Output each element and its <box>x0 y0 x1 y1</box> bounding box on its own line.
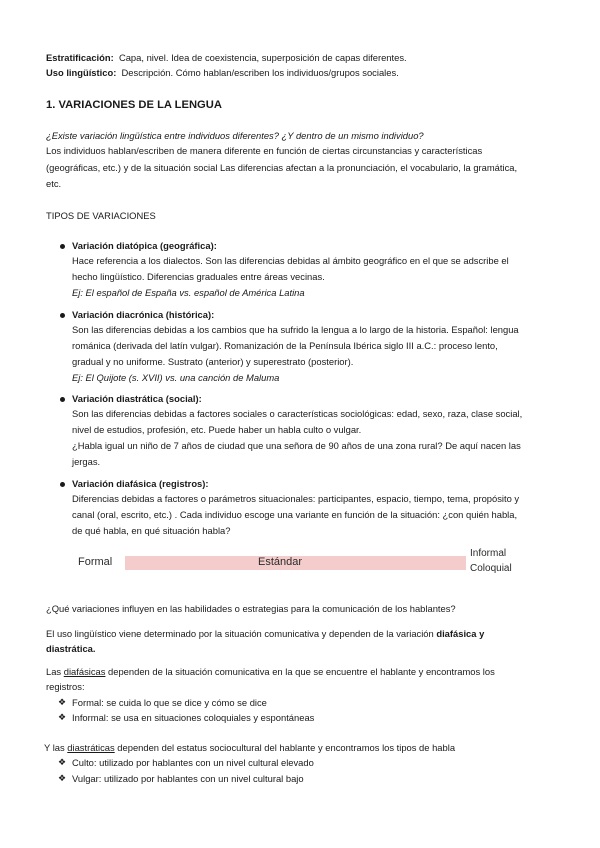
bullet-icon <box>60 397 65 402</box>
variation-line: jergas. <box>72 456 101 467</box>
variation-line: Son las diferencias debidas a los cambios que ha sufrido la lengua a lo largo de la historia. Español: lengua <box>72 324 519 335</box>
variation-line: hecho lingüístico. Diferencias graduales entre áreas vecinas. <box>72 271 325 282</box>
section-question: ¿Existe variación lingüística entre individuos diferentes? ¿Y dentro de un mismo individuo? <box>46 130 424 141</box>
diamond-bullet-icon: ❖ <box>58 697 67 707</box>
variation-line: Hace referencia a los dialectos. Son las diferencias debidas al ámbito geográfico en el que se adscribe el <box>72 255 509 266</box>
definition-uso-linguistico <box>46 67 399 78</box>
variation-line: de qué habla, en qué situación habla? <box>72 525 231 536</box>
variation-line: románica (derivada del latín vulgar). Romanización de la Península Ibérica siglo III a.C.: proceso lento, <box>72 340 498 351</box>
scale-label-informal: Informal <box>470 548 507 559</box>
use-paragraph-line: diastrática. <box>46 643 96 654</box>
speech-type-item: Vulgar: utilizado por hablantes con un nivel cultural bajo <box>72 773 304 784</box>
speech-type-item: Culto: utilizado por hablantes con un nivel cultural elevado <box>72 757 314 768</box>
question-2: ¿Qué variaciones influyen en las habilidades o estrategias para la comunicación de los hablantes? <box>46 603 456 614</box>
variation-title: Variación diacrónica (histórica): <box>72 309 215 320</box>
variation-line: nivel de estudios, profesión, etc. Puede haber un habla culto o vulgar. <box>72 424 362 435</box>
definition-text: Capa, nivel. Idea de coexistencia, superposición de capas diferentes. <box>118 52 407 63</box>
register-item: Formal: se cuida lo que se dice y cómo se dice <box>72 697 267 708</box>
scale-label-formal: Formal <box>78 556 113 568</box>
definition-term: Uso lingüístico: <box>46 67 117 78</box>
variation-line: gradual y no uniforme. Sustrato (anterior) y superestrato (posterior). <box>72 356 354 367</box>
variation-example: Ej: El Quijote (s. XVII) vs. una canción de Maluma <box>72 372 280 383</box>
types-heading: TIPOS DE VARIACIONES <box>46 210 156 221</box>
use-paragraph-line: El uso lingüístico viene determinado por la situación comunicativa y dependen de la variación diafásica y <box>46 628 485 639</box>
definition-text: Descripción. Cómo hablan/escriben los individuos/grupos sociales. <box>121 67 399 78</box>
bullet-icon <box>60 482 65 487</box>
bullet-icon <box>60 313 65 318</box>
variation-line: Son las diferencias debidas a factores sociales o características sociológicas: edad, sexo, raza, clase social, <box>72 408 523 419</box>
scale-label-estandar: Estándar <box>258 556 303 568</box>
variation-title: Variación diastrática (social): <box>72 393 202 404</box>
variation-line: Diferencias debidas a factores o parámetros situacionales: participantes, espacio, tiempo, tema, propósito y <box>72 493 520 504</box>
diamond-bullet-icon: ❖ <box>58 773 67 783</box>
definition-estratificacion <box>46 52 407 63</box>
scale-label-coloquial: Coloquial <box>470 563 512 574</box>
definition-term: Estratificación: <box>46 52 114 63</box>
section-title: 1. VARIACIONES DE LA LENGUA <box>46 99 222 111</box>
diamond-bullet-icon: ❖ <box>58 757 67 767</box>
variation-title: Variación diatópica (geográfica): <box>72 240 217 251</box>
variation-line: ¿Habla igual un niño de 7 años de ciudad que una señora de 90 años de una zona rural? De aquí nacen las <box>72 440 521 451</box>
intro-line: etc. <box>46 178 62 189</box>
diafasicas-line: registros: <box>46 681 85 692</box>
register-item: Informal: se usa en situaciones coloquiales y espontáneas <box>72 712 315 723</box>
variation-example: Ej: El español de España vs. español de América Latina <box>72 287 305 298</box>
diafasicas-paragraph: Las diafásicas dependen de la situación comunicativa en la que se encuentre el hablante y encontramos los <box>46 666 495 677</box>
bullet-icon <box>60 244 65 249</box>
diamond-bullet-icon: ❖ <box>58 712 67 722</box>
intro-line: (geográficas, etc.) y de la situación social Las diferencias afectan a la pronunciación, el vocabulario, la gramática, <box>46 162 518 173</box>
intro-line: Los individuos hablan/escriben de manera diferente en función de ciertas circunstancias y características <box>46 145 483 156</box>
variation-line: canal (oral, escrito, etc.) . Cada individuo escoge una variante en función de la situación: ¿con quién habla, <box>72 509 518 520</box>
diastraticas-paragraph: Y las diastráticas dependen del estatus sociocultural del hablante y encontramos los tipos de habla <box>44 742 456 753</box>
variation-title: Variación diafásica (registros): <box>72 478 209 489</box>
